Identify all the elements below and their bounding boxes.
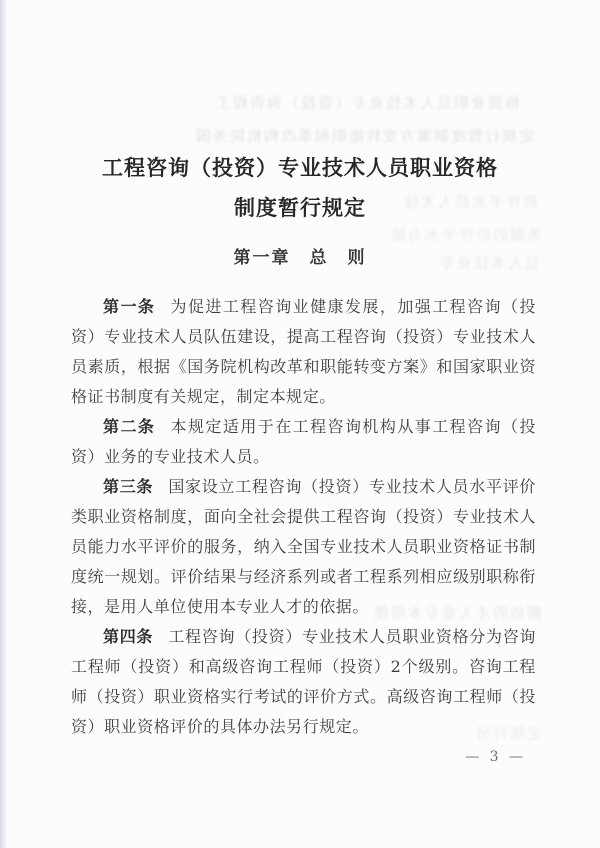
document-title xyxy=(0,148,600,228)
bleedthrough-text: 价评平水员人术技 xyxy=(401,193,538,211)
article-label-3: 第三条 xyxy=(103,477,154,496)
bleedthrough-text: 定规行另 xyxy=(473,724,542,742)
bleedthrough-text: 格资业职员人术技业专（资投）询咨程工 xyxy=(213,94,520,112)
article-label-1: 第一条 xyxy=(103,297,156,316)
bleedthrough-text: 员人术技业专 xyxy=(437,254,540,272)
article-paragraph-4 xyxy=(71,622,536,742)
chapter-heading: 第一章 总 则 xyxy=(233,248,367,268)
article-text-3: 国家设立工程咨询（投资）专业技术人员水平评价类职业资格制度，面向全社会提供工程咨询（投资）专业技术人员能力水平评价的服务，纳入全国专业技术人员职业资格证书制度统一规划。评价结果与经济系列或者工程系列相应级别职称衔接，是用人单位使用本专业人才的依据。 xyxy=(71,477,536,616)
bleedthrough-text: 定规行暂度制案方变转能职和革改构机院务国 xyxy=(193,127,534,145)
bleedthrough-text: 务服的价评平水力能 xyxy=(388,226,542,244)
document-body xyxy=(71,292,536,742)
document-title-line2: 制度暂行规定 xyxy=(234,195,366,220)
document-title-line1: 工程咨询（投资）专业技术人员职业资格 xyxy=(102,155,498,180)
article-paragraph-2 xyxy=(71,412,536,472)
article-label-2: 第二条 xyxy=(103,417,156,436)
bleedthrough-text: 据依的才人业专本用使 xyxy=(371,604,542,622)
article-paragraph-3 xyxy=(71,472,536,622)
article-text-1: 为促进工程咨询业健康发展，加强工程咨询（投资）专业技术人员队伍建设，提高工程咨询（投资）专业技术人员素质，根据《国务院机构改革和职能转变方案》和国家职业资格证书制度有关规定，制定本规定。 xyxy=(71,297,536,406)
article-paragraph-1 xyxy=(71,292,536,412)
article-label-4: 第四条 xyxy=(103,627,154,646)
article-text-2: 本规定适用于在工程咨询机构从事工程咨询（投资）业务的专业技术人员。 xyxy=(71,417,536,466)
scan-edge-shadow xyxy=(0,0,8,848)
page-number: — 3 — xyxy=(465,749,526,765)
article-text-4: 工程咨询（投资）专业技术人员职业资格分为咨询工程师（投资）和高级咨询工程师（投资）2个级别。咨询工程师（投资）职业资格实行考试的评价方式。高级咨询工程师（投资）职业资格评价的具体办法另行规定。 xyxy=(71,627,536,736)
